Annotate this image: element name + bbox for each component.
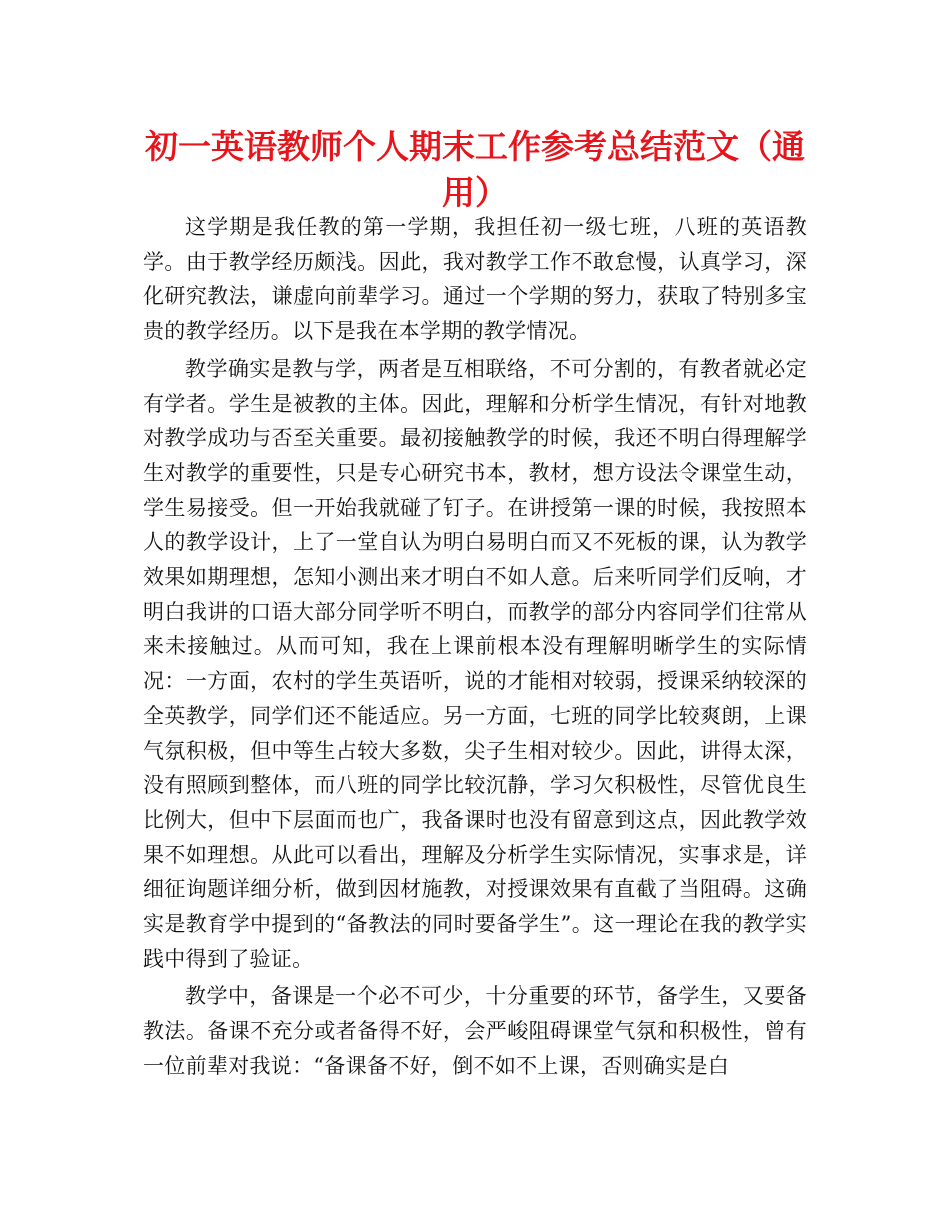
paragraph-2: 教学确实是教与学，两者是互相联络，不可分割的，有教者就必定有学者。学生是被教的主体。因此，理解和分析学生情况，有针对地教对教学成功与否至关重要。最初接触教学的时候，我还不明白得理解学生对教学的重要性，只是专心研究书本，教材，想方设法令课堂生动，学生易接受。但一开始我就碰了钉子。在讲授第一课的时候，我按照本人的教学设计，上了一堂自认为明白易明白而又不死板的课，认为教学效果如期理想，怎知小测出来才明白不如人意。后来听同学们反响，才明白我讲的口语大部分同学听不明白，而教学的部分内容同学们往常从来未接触过。从而可知，我在上课前根本没有理解明晰学生的实际情况：一方面，农村的学生英语听，说的才能相对较弱，授课采纳较深的全英教学，同学们还不能适应。另一方面，七班的同学比较爽朗，上课气氛积极，但中等生占较大多数，尖子生相对较少。因此，讲得太深，没有照顾到整体，而八班的同学比较沉静，学习欠积极性，尽管优良生比例大，但中下层面而也广，我备课时也没有留意到这点，因此教学效果不如理想。从此可以看出，理解及分析学生实际情况，实事求是，详细征询题详细分析，做到因材施教，对授课效果有直截了当阻碍。这确实是教育学中提到的“备教法的同时要备学生”。这一理论在我的教学实践中得到了验证。 [143, 356, 807, 971]
document-title: 初一英语教师个人期末工作参考总结范文（通用） [145, 127, 805, 212]
paragraph-1: 这学期是我任教的第一学期，我担任初一级七班，八班的英语教学。由于教学经历颇浅。因此，我对教学工作不敢怠慢，认真学习，深化研究教法，谦虚向前辈学习。通过一个学期的努力，获取了特别多宝贵的教学经历。以下是我在本学期的教学情况。 [143, 215, 807, 344]
paragraph-3: 教学中，备课是一个必不可少，十分重要的环节，备学生，又要备教法。备课不充分或者备得不好，会严峻阻碍课堂气氛和积极性，曾有一位前辈对我说：“备课备不好，倒不如不上课，否则确实是白 [143, 984, 807, 1078]
document-body [143, 210, 807, 1084]
